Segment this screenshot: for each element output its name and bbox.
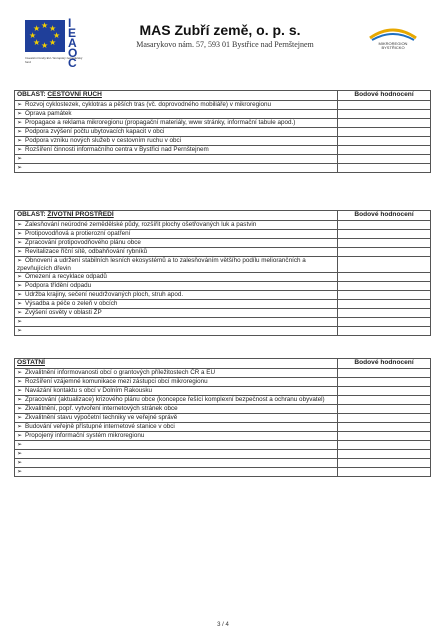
section-title: ŽIVOTNÍ PROSTŘEDÍ [47,211,114,218]
item-text: Výsadba a péče o zeleň v obcích [25,300,118,307]
score-input-cell[interactable] [338,291,431,300]
section-heading [15,91,338,101]
table-row [15,432,431,441]
item-text: Protipovodňová a protierozní opatření [25,230,131,237]
item-cell [15,450,338,459]
score-input-cell[interactable] [338,257,431,273]
item-cell [15,137,338,146]
section-table [14,210,431,336]
item-cell [15,146,338,155]
section-prefix: OBLAST: [17,91,46,98]
item-cell [15,405,338,414]
section-table [14,90,431,173]
score-input-cell[interactable] [338,414,431,423]
score-input-cell[interactable] [338,137,431,146]
item-cell [15,423,338,432]
section-heading [15,211,338,221]
eu-caption: Investicní fondy EU / Evropský zemědelský fond [25,56,83,64]
score-column-header: Bodové hodnocení [338,359,431,369]
table-row [15,239,431,248]
section-title: CESTOVNÍ RUCH [47,91,102,98]
item-cell [15,459,338,468]
table-row [15,291,431,300]
item-cell [15,110,338,119]
table-row [15,230,431,239]
score-input-cell[interactable] [338,459,431,468]
score-input-cell[interactable] [338,248,431,257]
score-input-cell[interactable] [338,239,431,248]
table-row [15,414,431,423]
item-cell [15,248,338,257]
section-title: OSTATNÍ [17,359,45,366]
score-input-cell[interactable] [338,318,431,327]
arrow-bullet-icon: ➢ [17,301,23,307]
section-heading [15,359,338,369]
table-row [15,128,431,137]
score-input-cell[interactable] [338,378,431,387]
section-table [14,358,431,477]
score-input-cell[interactable] [338,405,431,414]
item-cell [15,119,338,128]
item-text: Podpora zvýšení počtu ubytovacích kapacit v obci [25,128,165,135]
item-cell [15,221,338,230]
score-input-cell[interactable] [338,327,431,336]
table-row [15,155,431,164]
score-input-cell[interactable] [338,423,431,432]
page-header [0,0,446,80]
score-input-cell[interactable] [338,155,431,164]
table-row [15,468,431,477]
section-prefix: OBLAST: [17,211,46,218]
item-text: Oprava památek [25,110,72,117]
item-text: Zkvalitnění informovanosti obcí o grantových příležitostech ČR a EU [25,369,216,376]
item-cell [15,318,338,327]
score-input-cell[interactable] [338,450,431,459]
address: Masarykovo nám. 57, 593 01 Bystřice nad Pernštejnem [136,40,314,49]
arrow-bullet-icon: ➢ [17,231,23,237]
item-text: Omezení a recyklace odpadů [25,273,107,280]
table-row [15,282,431,291]
item-cell [15,155,338,164]
table-row [15,405,431,414]
item-cell [15,230,338,239]
item-text: Revitalizace říční sítě, odbahňování rybníků [25,248,148,255]
score-input-cell[interactable] [338,387,431,396]
score-input-cell[interactable] [338,164,431,173]
arrow-bullet-icon: ➢ [17,406,23,412]
item-cell [15,291,338,300]
item-text: Budování veřejně přístupné internetové stanice v obci [25,423,175,430]
table-row [15,327,431,336]
arrow-bullet-icon: ➢ [17,156,23,162]
arrow-bullet-icon: ➢ [17,102,23,108]
score-input-cell[interactable] [338,441,431,450]
score-input-cell[interactable] [338,282,431,291]
arrow-bullet-icon: ➢ [17,388,23,394]
arrow-bullet-icon: ➢ [17,319,23,325]
item-cell [15,327,338,336]
score-input-cell[interactable] [338,396,431,405]
item-cell [15,468,338,477]
arrow-bullet-icon: ➢ [17,328,23,334]
item-cell [15,387,338,396]
table-row [15,119,431,128]
item-text: Rozšíření vzájemné komunikace mezi zástupci obcí mikroregionu [25,378,208,385]
item-cell [15,101,338,110]
table-row [15,164,431,173]
arrow-bullet-icon: ➢ [17,283,23,289]
score-input-cell[interactable] [338,221,431,230]
item-text: Zpracování (aktualizace) krizového plánu obce (koncepce řešící komplexní bezpečnost a ochranu obyvatel) [25,396,325,403]
arrow-bullet-icon: ➢ [17,415,23,421]
arrow-bullet-icon: ➢ [17,147,23,153]
score-column-header: Bodové hodnocení [338,211,431,221]
table-row [15,318,431,327]
item-cell [15,282,338,291]
table-row [15,300,431,309]
table-row [15,441,431,450]
item-text: Rozvoj cyklostezek, cyklotras a pěších tras (vč. doprovodného mobiliáře) v mikroregionu [25,101,272,108]
item-text: Zkvalitnění stavu výpočetní techniky ve veřejné správě [25,414,178,421]
table-row [15,309,431,318]
item-cell [15,396,338,405]
score-input-cell[interactable] [338,146,431,155]
arrow-bullet-icon: ➢ [17,129,23,135]
table-row [15,459,431,468]
item-cell [15,273,338,282]
score-input-cell[interactable] [338,230,431,239]
table-row [15,273,431,282]
arrow-bullet-icon: ➢ [17,379,23,385]
item-text: Podpora třídění odpadu [25,282,92,289]
arrow-bullet-icon: ➢ [17,138,23,144]
item-text: Propagace a reklama mikroregionu (propagační materiály, www stránky, informační tabule apod.) [25,119,296,126]
item-text: Obnovení a udržení stabilních lesních ekosystémů a to zalesňováním většího podílu meliorančních a zpevňujících dřevin [17,257,306,272]
page-title: MAS Zubří země, o. p. s. [139,22,301,38]
item-text: Zalesňování neúrodné zemědělské půdy, rozšířit plochy ošetřovaných luk a pastvin [25,221,257,228]
score-input-cell[interactable] [338,101,431,110]
arrow-bullet-icon: ➢ [17,111,23,117]
score-column-header: Bodové hodnocení [338,91,431,101]
score-input-cell[interactable] [338,432,431,441]
table-row [15,110,431,119]
item-cell [15,369,338,378]
arrow-bullet-icon: ➢ [17,424,23,430]
arrow-bullet-icon: ➢ [17,442,23,448]
table-row [15,101,431,110]
table-row [15,257,431,273]
score-input-cell[interactable] [338,369,431,378]
item-text: Rozšíření činnosti informačního centra v Bystřici nad Pernštejnem [25,146,209,153]
item-cell [15,378,338,387]
arrow-bullet-icon: ➢ [17,451,23,457]
eu-flag-logo: ★ ★ ★ ★ ★ ★ ★ ★ [25,20,65,52]
score-input-cell[interactable] [338,273,431,282]
table-row [15,378,431,387]
ieaoc-logo: I E A O C [68,16,78,70]
arrow-bullet-icon: ➢ [17,274,23,280]
item-cell [15,257,338,273]
item-cell [15,239,338,248]
item-cell [15,432,338,441]
table-row [15,137,431,146]
arrow-bullet-icon: ➢ [17,370,23,376]
table-row [15,450,431,459]
arrow-bullet-icon: ➢ [17,240,23,246]
score-input-cell[interactable] [338,110,431,119]
arrow-bullet-icon: ➢ [17,165,23,171]
item-text: Údržba krajiny, sečení neudržovaných ploch, struh apod. [25,291,184,298]
item-cell [15,300,338,309]
table-row [15,146,431,155]
item-cell [15,309,338,318]
item-cell [15,128,338,137]
page-number: 3 / 4 [217,622,229,628]
score-input-cell[interactable] [338,128,431,137]
arrow-bullet-icon: ➢ [17,433,23,439]
table-row [15,248,431,257]
item-text: Propojený informační systém mikroregionu [25,432,145,439]
score-input-cell[interactable] [338,300,431,309]
table-row [15,387,431,396]
table-row [15,369,431,378]
item-text: Podpora vzniku nových služeb v cestovním ruchu v obci [25,137,182,144]
arrow-bullet-icon: ➢ [17,469,23,475]
table-row [15,396,431,405]
arrow-bullet-icon: ➢ [17,292,23,298]
mikroregion-logo: MIKROREGION BYSTŘICKO [368,24,418,54]
score-input-cell[interactable] [338,468,431,477]
arrow-bullet-icon: ➢ [17,460,23,466]
item-text: Navázání kontaktu s obcí v Dolním Rakousku [25,387,153,394]
arrow-bullet-icon: ➢ [17,258,23,264]
item-cell [15,414,338,423]
score-input-cell[interactable] [338,309,431,318]
arrow-bullet-icon: ➢ [17,397,23,403]
arrow-bullet-icon: ➢ [17,310,23,316]
score-input-cell[interactable] [338,119,431,128]
arrow-bullet-icon: ➢ [17,249,23,255]
arrow-bullet-icon: ➢ [17,222,23,228]
item-cell [15,441,338,450]
item-text: Zvýšení osvěty v oblasti ŽP [25,309,102,316]
item-text: Zpracování protipovodňového plánu obce [25,239,141,246]
arrow-bullet-icon: ➢ [17,120,23,126]
table-row [15,221,431,230]
item-cell [15,164,338,173]
table-row [15,423,431,432]
item-text: Zkvalitnění, popř. vytvoření internetových stránek obce [25,405,178,412]
